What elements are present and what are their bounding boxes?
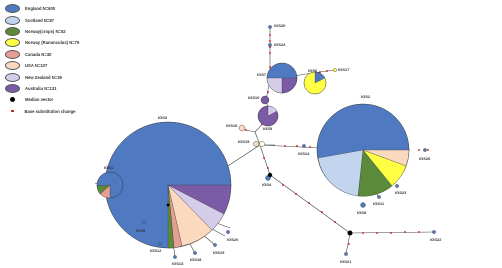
legend-label: Norway(crops) N=52 xyxy=(25,28,66,34)
label-igs7: IGS7 xyxy=(257,72,267,77)
label-igs5: IGS5 xyxy=(263,126,273,131)
node-igs15 xyxy=(253,141,258,146)
label-igs21: IGS21 xyxy=(340,259,352,264)
legend-label: Canada N=40 xyxy=(25,51,52,57)
node-igs20b xyxy=(226,230,229,233)
node-igs23 xyxy=(395,184,398,187)
node-igs18 xyxy=(193,251,196,254)
norway-ranunculus-swatch xyxy=(5,38,20,47)
australia-swatch xyxy=(5,84,20,93)
label-igs10: IGS10 xyxy=(248,95,260,100)
node-igs16 xyxy=(239,125,245,131)
england-swatch xyxy=(5,4,20,13)
substitution-dot-icon xyxy=(11,110,14,113)
node-igs24 xyxy=(268,43,271,46)
label-igs4: IGS4 xyxy=(262,182,272,187)
label-igs8: IGS8 xyxy=(357,210,367,215)
median-vector-2 xyxy=(348,231,353,236)
node-igs20-top xyxy=(268,25,271,28)
label-igs20-top: IGS20 xyxy=(274,23,286,28)
node-igs15b xyxy=(259,141,264,146)
label-igs1: IGS1 xyxy=(104,165,114,170)
legend-item-england xyxy=(5,3,125,14)
label-igs19: IGS19 xyxy=(213,250,225,255)
legend-item-usa xyxy=(5,60,125,71)
node-igs5 xyxy=(258,106,278,126)
node-igs11 xyxy=(377,195,380,198)
legend-label: England N=600 xyxy=(25,6,56,12)
node-igs12 xyxy=(158,242,161,245)
node-igs14 xyxy=(302,144,305,147)
label-igs3: IGS3 xyxy=(158,115,168,120)
label-igs12: IGS12 xyxy=(150,248,162,253)
legend-label: Median vector xyxy=(25,97,54,103)
label-igs9: IGS9 xyxy=(136,228,146,233)
node-igs2 xyxy=(317,104,409,196)
legend-label: Australia N=131 xyxy=(25,85,57,91)
legend-label: New Zealand N=39 xyxy=(25,74,62,80)
node-igs7 xyxy=(267,63,297,93)
node-igs8 xyxy=(361,203,366,208)
legend-label: Norway (Ranunculus) N=79 xyxy=(25,40,80,46)
legend xyxy=(5,3,125,117)
node-igs19 xyxy=(213,243,216,246)
legend-item-norway-crops xyxy=(5,26,125,37)
legend-item-median-vector xyxy=(5,94,125,105)
scotland-swatch xyxy=(5,16,20,25)
label-igs26: IGS26 xyxy=(419,156,431,161)
median-vector-3 xyxy=(167,204,170,207)
label-igs24: IGS24 xyxy=(274,42,286,47)
legend-item-substitution xyxy=(5,106,125,117)
label-igs11: IGS11 xyxy=(373,201,385,206)
median-vector-1 xyxy=(268,173,272,177)
usa-swatch xyxy=(5,61,20,70)
label-igs16: IGS16 xyxy=(226,123,238,128)
node-igs6 xyxy=(304,72,326,94)
label-igs15: IGS15 xyxy=(238,139,250,144)
new-zealand-swatch xyxy=(5,73,20,82)
canada-swatch xyxy=(5,50,20,59)
label-igs17: IGS17 xyxy=(338,67,350,72)
legend-item-new-zealand xyxy=(5,71,125,82)
legend-label: Base substitution change xyxy=(24,108,76,114)
label-igs6: IGS6 xyxy=(308,68,318,73)
node-igs26 xyxy=(423,148,426,151)
median-vector-dot-icon xyxy=(10,97,15,102)
legend-label: Scotland N=87 xyxy=(25,17,54,23)
label-igs23: IGS23 xyxy=(395,190,407,195)
label-igs22: IGS22 xyxy=(430,237,442,242)
label-igs14: IGS14 xyxy=(298,151,310,156)
node-igs10 xyxy=(261,96,269,104)
label-igs20b: IGS20 xyxy=(227,237,239,242)
node-igs17 xyxy=(333,68,336,71)
node-igs22 xyxy=(432,230,435,233)
legend-label: USA N=107 xyxy=(25,63,48,69)
legend-item-australia xyxy=(5,83,125,94)
label-igs18: IGS18 xyxy=(190,257,202,262)
legend-item-norway-ranunculus xyxy=(5,37,125,48)
node-igs3 xyxy=(105,122,231,248)
label-igs13: IGS13 xyxy=(172,261,184,266)
label-igs2: IGS2 xyxy=(361,94,371,99)
legend-item-scotland xyxy=(5,14,125,25)
node-igs13 xyxy=(173,255,176,258)
node-igs9 xyxy=(142,220,145,223)
node-igs21 xyxy=(344,252,347,255)
norway-crops-swatch xyxy=(5,27,20,36)
legend-item-canada xyxy=(5,49,125,60)
node-igs1 xyxy=(97,172,123,198)
